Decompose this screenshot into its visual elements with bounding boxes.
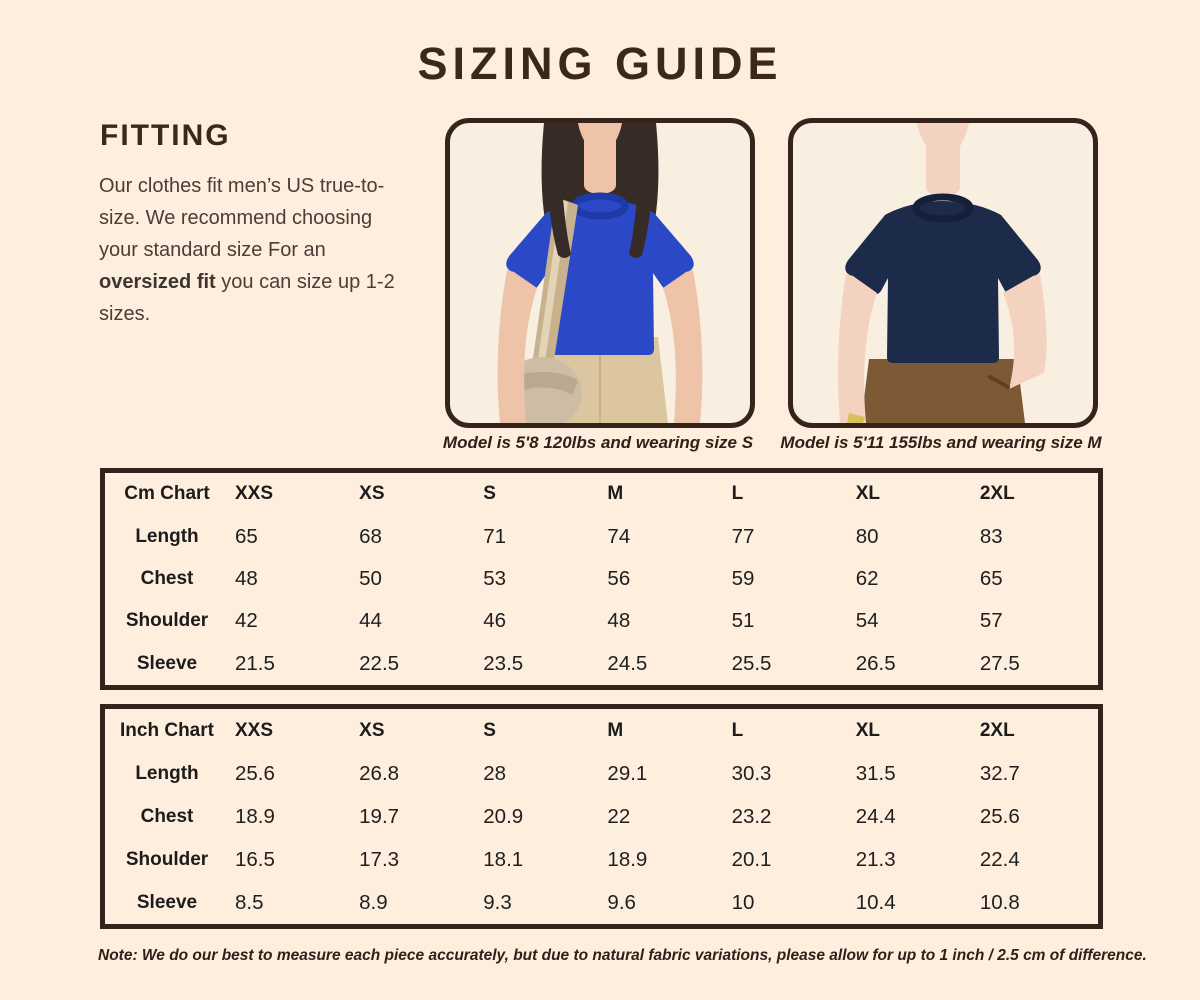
size-value: 21.3 bbox=[855, 847, 896, 871]
size-col-header: L bbox=[731, 719, 744, 741]
cm-table-title: Cm Chart bbox=[124, 483, 210, 505]
size-value: 20.9 bbox=[483, 804, 524, 828]
size-value: 31.5 bbox=[855, 761, 896, 785]
size-value: 51 bbox=[731, 609, 755, 633]
size-value: 9.6 bbox=[607, 890, 636, 914]
fitting-text-bold: oversized fit bbox=[99, 271, 216, 293]
size-col-header: L bbox=[731, 483, 744, 505]
size-col-header: XXS bbox=[235, 719, 274, 741]
size-value: 24.5 bbox=[607, 651, 648, 675]
male-model-illustration bbox=[793, 123, 1093, 423]
size-value: 71 bbox=[483, 524, 507, 548]
male-shirt bbox=[845, 201, 1040, 363]
size-value: 19.7 bbox=[359, 804, 400, 828]
size-value: 25.6 bbox=[235, 761, 275, 785]
fitting-text: Our clothes fit men’s US true-to-size. We recommend choosing your standard size For an bbox=[99, 175, 385, 261]
model-photo-male bbox=[788, 118, 1098, 428]
size-value: 25.5 bbox=[731, 651, 772, 675]
size-value: 56 bbox=[607, 566, 631, 590]
size-value: 50 bbox=[359, 566, 382, 590]
size-col-header: XXS bbox=[235, 483, 274, 505]
row-label: Sleeve bbox=[136, 891, 198, 913]
size-col-header: XS bbox=[359, 483, 385, 505]
size-col-header: XL bbox=[855, 483, 880, 505]
photo-caption-male: Model is 5'11 155lbs and wearing size M bbox=[780, 433, 1102, 452]
female-model-illustration bbox=[450, 123, 750, 423]
size-value: 21.5 bbox=[235, 651, 275, 675]
size-col-header: S bbox=[483, 483, 496, 505]
size-value: 80 bbox=[855, 524, 879, 548]
size-value: 24.4 bbox=[855, 804, 896, 828]
size-col-header: XL bbox=[855, 719, 880, 741]
size-value: 22.5 bbox=[359, 651, 400, 675]
size-col-header: S bbox=[483, 719, 496, 741]
size-value: 22.4 bbox=[979, 847, 1020, 871]
size-value: 48 bbox=[235, 566, 258, 590]
row-label: Shoulder bbox=[125, 848, 209, 870]
size-value: 65 bbox=[979, 566, 1003, 590]
size-value: 29.1 bbox=[607, 761, 648, 785]
size-value: 48 bbox=[607, 609, 631, 633]
female-shirt bbox=[506, 199, 693, 355]
size-value: 22 bbox=[607, 804, 631, 828]
size-value: 30.3 bbox=[731, 761, 772, 785]
size-value: 74 bbox=[607, 524, 631, 548]
size-value: 18.1 bbox=[483, 847, 524, 871]
size-col-header: 2XL bbox=[979, 483, 1015, 505]
size-col-header: XS bbox=[359, 719, 385, 741]
size-value: 27.5 bbox=[979, 651, 1020, 675]
size-value: 20.1 bbox=[731, 847, 772, 871]
size-value: 59 bbox=[731, 566, 755, 590]
size-value: 32.7 bbox=[979, 761, 1020, 785]
size-value: 77 bbox=[731, 524, 755, 548]
size-col-header: M bbox=[607, 483, 624, 505]
size-value: 18.9 bbox=[607, 847, 648, 871]
size-value: 18.9 bbox=[235, 804, 275, 828]
size-value: 83 bbox=[979, 524, 1003, 548]
size-value: 53 bbox=[483, 566, 507, 590]
size-value: 8.9 bbox=[359, 890, 388, 914]
size-note: Note: We do our best to measure each piece accurately, but due to natural fabric variations, please allow for up to 1 inch / 2.5 cm of difference. bbox=[98, 947, 1147, 964]
size-value: 10 bbox=[731, 890, 755, 914]
size-value: 25.6 bbox=[979, 804, 1020, 828]
fitting-heading: FITTING bbox=[100, 119, 231, 152]
size-value: 46 bbox=[483, 609, 507, 633]
size-value: 23.2 bbox=[731, 804, 772, 828]
size-value: 26.5 bbox=[855, 651, 896, 675]
size-value: 68 bbox=[359, 524, 382, 548]
size-value: 8.5 bbox=[235, 890, 264, 914]
fitting-paragraph bbox=[99, 170, 401, 330]
size-value: 57 bbox=[979, 609, 1003, 633]
size-value: 62 bbox=[855, 566, 879, 590]
size-col-header: M bbox=[607, 719, 624, 741]
cm-size-table bbox=[100, 468, 1103, 690]
size-value: 16.5 bbox=[235, 847, 275, 871]
size-value: 65 bbox=[235, 524, 258, 548]
size-value: 44 bbox=[359, 609, 382, 633]
size-value: 23.5 bbox=[483, 651, 524, 675]
size-value: 9.3 bbox=[483, 890, 512, 914]
row-label: Length bbox=[135, 762, 199, 784]
size-value: 26.8 bbox=[359, 761, 400, 785]
size-value: 54 bbox=[855, 609, 879, 633]
model-photo-female bbox=[445, 118, 755, 428]
inch-size-table bbox=[100, 704, 1103, 929]
row-label: Chest bbox=[140, 805, 194, 827]
row-label: Shoulder bbox=[125, 610, 209, 632]
size-value: 17.3 bbox=[359, 847, 400, 871]
size-value: 28 bbox=[483, 761, 507, 785]
page-title: SIZING GUIDE bbox=[417, 38, 783, 89]
row-label: Chest bbox=[140, 567, 194, 589]
size-value: 10.8 bbox=[979, 890, 1020, 914]
row-label: Sleeve bbox=[136, 652, 198, 674]
size-value: 10.4 bbox=[855, 890, 896, 914]
row-label: Length bbox=[135, 525, 199, 547]
photo-caption-female: Model is 5'8 120lbs and wearing size S bbox=[442, 433, 754, 452]
size-value: 42 bbox=[235, 609, 258, 633]
size-col-header: 2XL bbox=[979, 719, 1015, 741]
inch-table-title: Inch Chart bbox=[120, 719, 214, 741]
fitting-text-end: you can size up 1-2 sizes. bbox=[99, 271, 395, 325]
